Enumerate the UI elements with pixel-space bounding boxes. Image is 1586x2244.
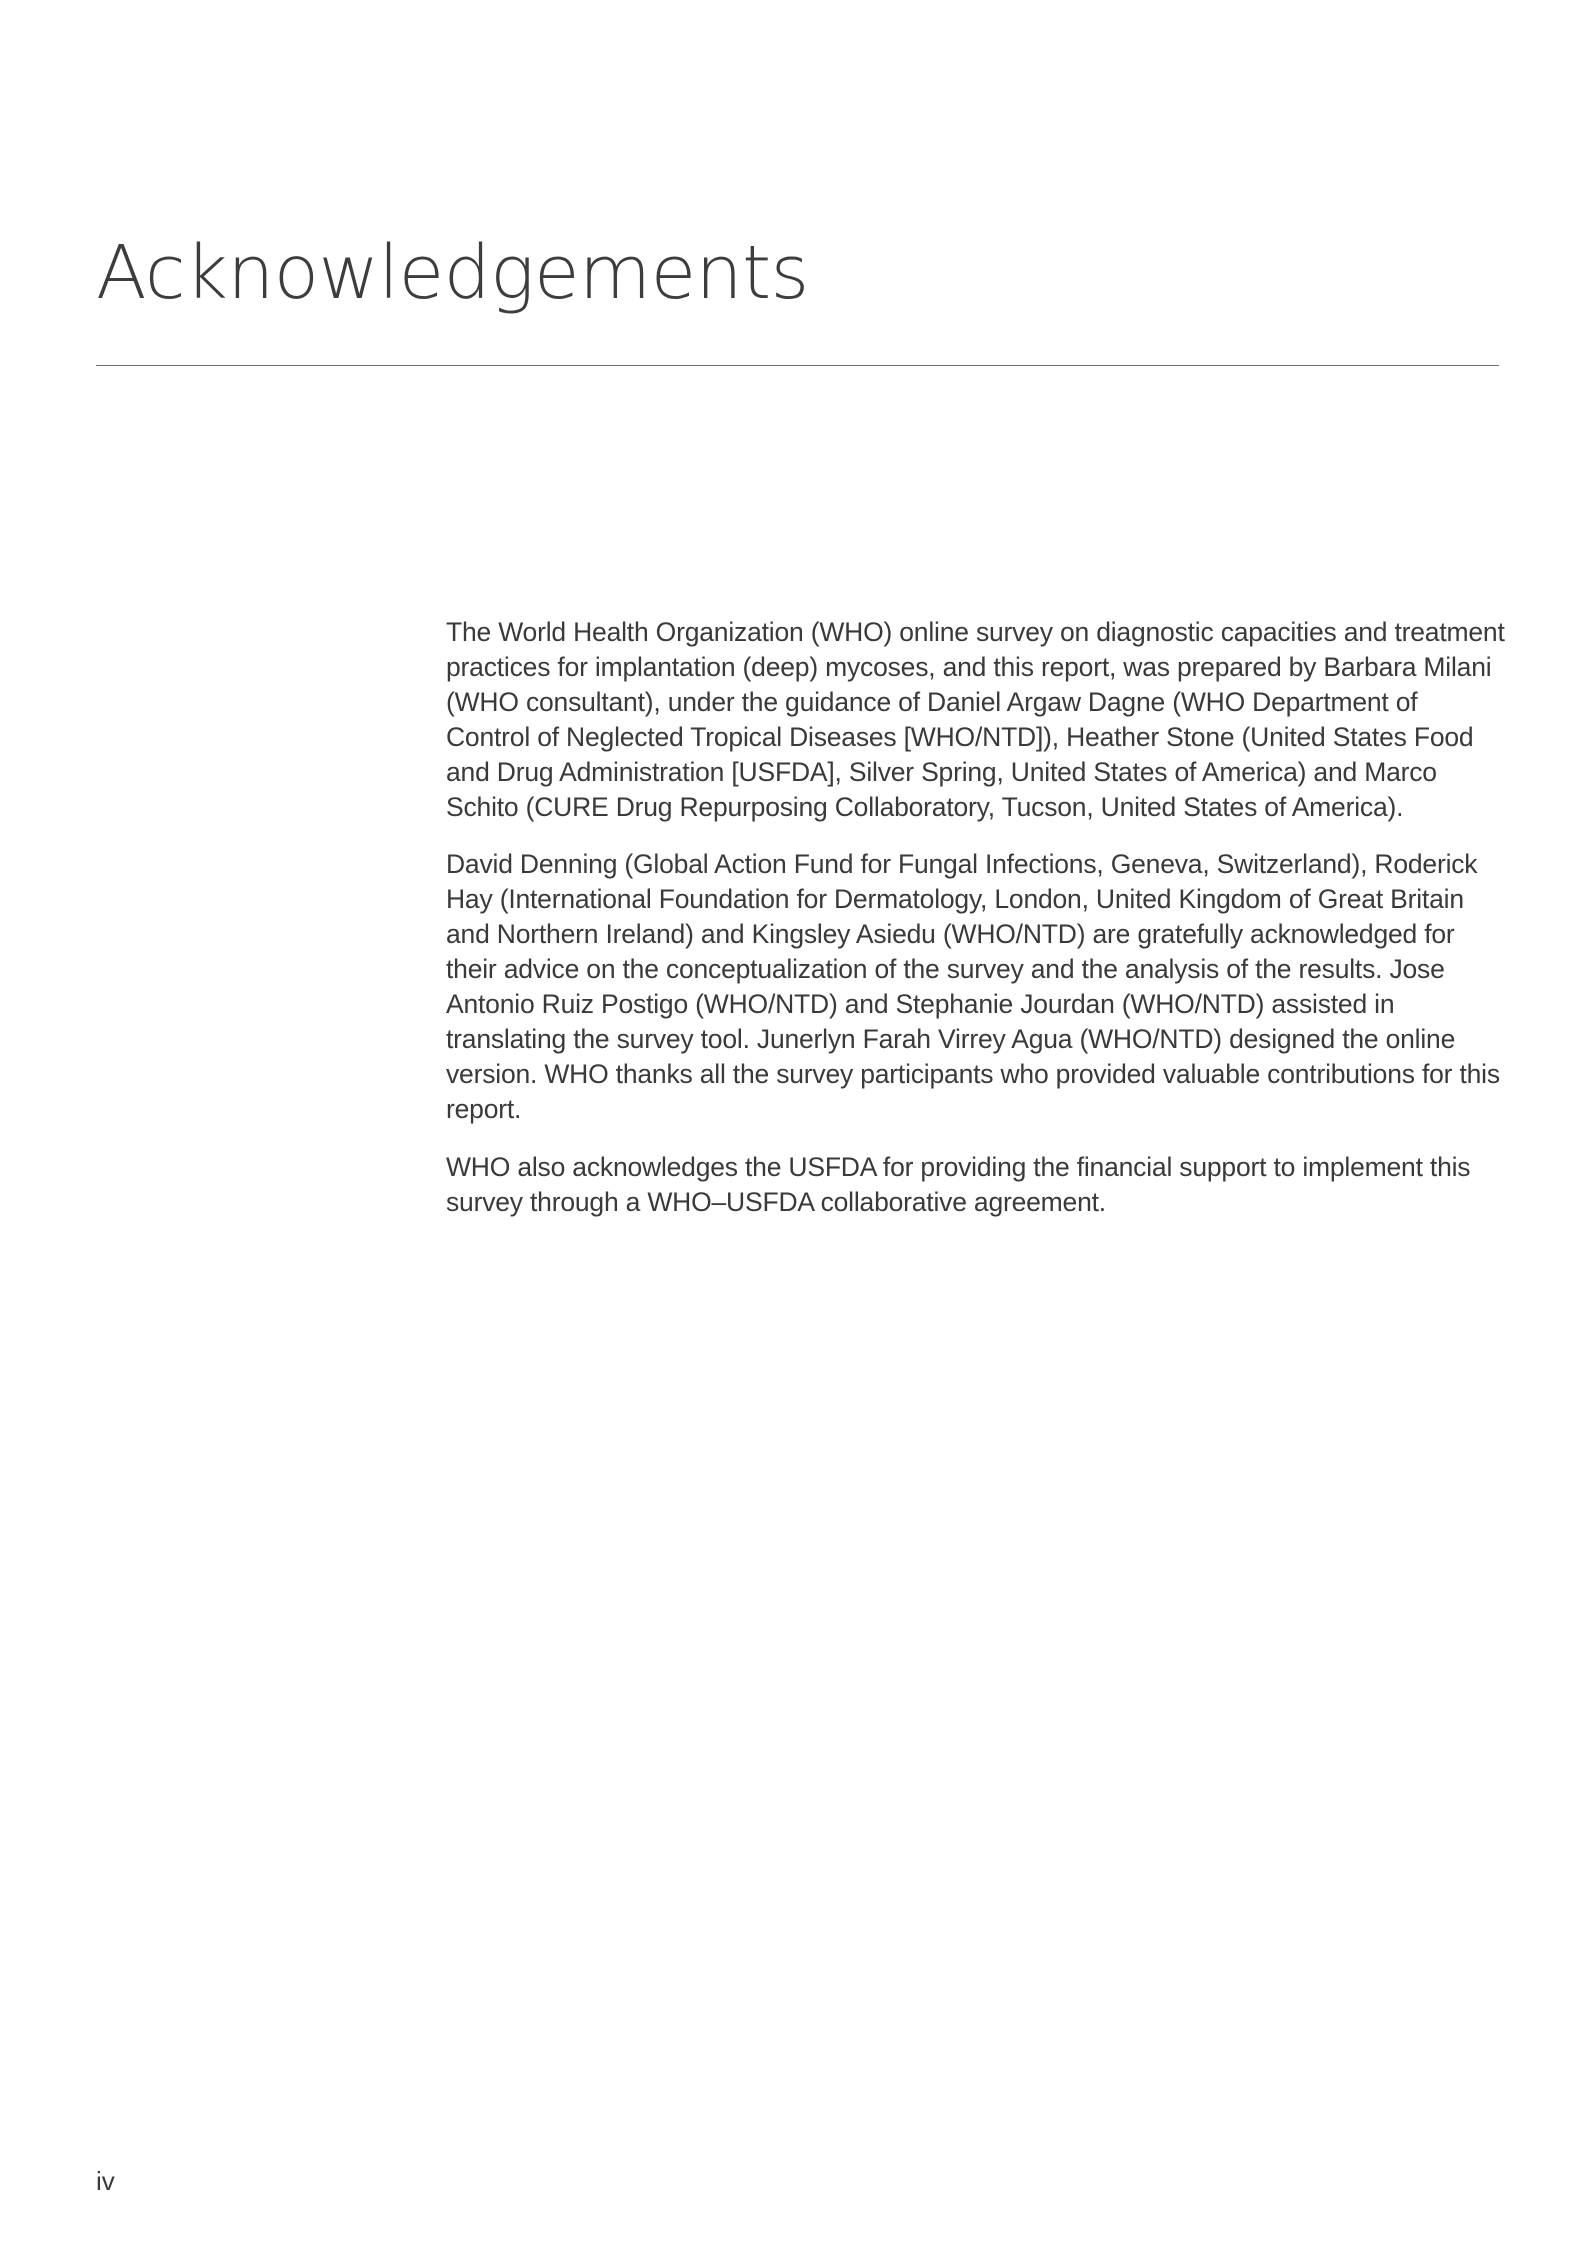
paragraph-funding: WHO also acknowledges the USFDA for providing the financial support to implement this survey through a WHO–USFDA collaborative agreement. xyxy=(446,1151,1471,1217)
paragraph-survey-preparation: The World Health Organization (WHO) online survey on diagnostic capacities and treatment practices for implantation (deep) mycoses, and this report, was prepared by Barbara Milani (WHO consultant), under the guidance of Daniel Argaw Dagne (WHO Department of Control of Neglected Tropical Diseases [WHO/NTD]), Heather Stone (United States Food and Drug Administration [USFDA], Silver Spring, United States of America) and Marco Schito (CURE Drug Repurposing Collaboratory, Tucson, United States of America). xyxy=(446,617,1505,822)
page-title: Acknowledgements xyxy=(96,230,809,316)
acknowledgements-body xyxy=(446,615,1506,1243)
paragraph-advisors: David Denning (Global Action Fund for Fungal Infections, Geneva, Switzerland), Roderick Hay (International Foundation for Dermatology, London, United Kingdom of Great Britain and Northern Ireland) and Kingsley Asiedu (WHO/NTD) are gratefully acknowledged for their advice on the conceptualization of the survey and the analysis of the results. Jose Antonio Ruiz Postigo (WHO/NTD) and Stephanie Jourdan (WHO/NTD) assisted in translating the survey tool. Junerlyn Farah Virrey Agua (WHO/NTD) designed the online version. WHO thanks all the survey participants who provided valuable contributions for this report. xyxy=(446,849,1500,1124)
page-number: iv xyxy=(96,2166,115,2196)
title-divider xyxy=(96,365,1499,366)
